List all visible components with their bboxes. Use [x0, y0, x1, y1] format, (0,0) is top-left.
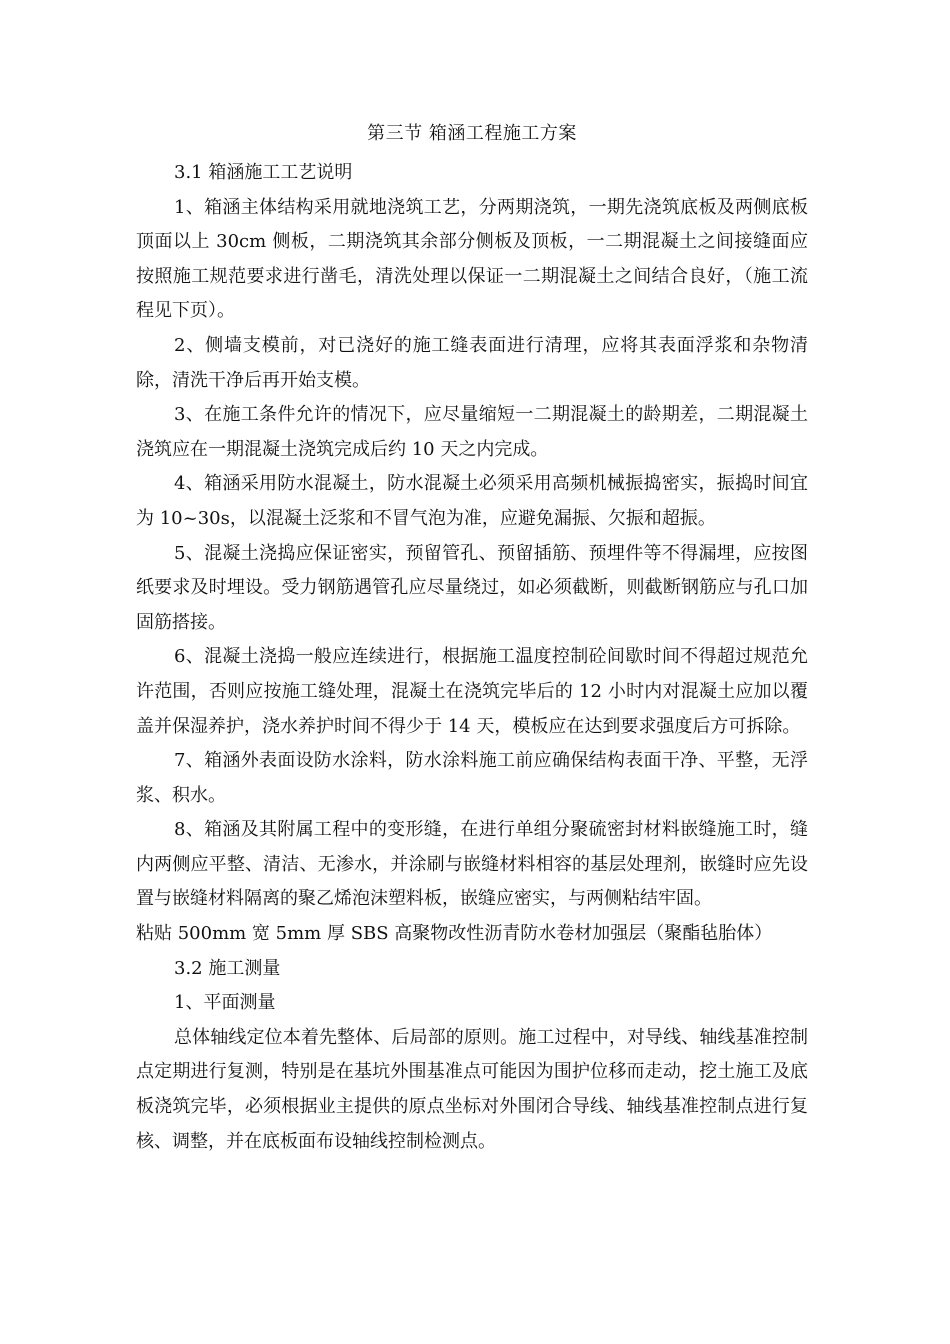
paragraph-item-6: 6、混凝土浇捣一般应连续进行，根据施工温度控制砼间歇时间不得超过规范允许范围，否则应按施工缝处理，混凝土在浇筑完毕后的 12 小时内对混凝土应加以覆盖并保湿养护，浇水养护时间不得少于 14 天，模板应在达到要求强度后方可拆除。: [136, 646, 808, 737]
section-title: 第三节 箱涵工程施工方案: [367, 123, 577, 144]
subsection-heading-3-2: 3.2 施工测量: [174, 957, 281, 979]
subheading-plane-survey: 1、平面测量: [174, 992, 276, 1014]
paragraph-item-8: 8、箱涵及其附属工程中的变形缝，在进行单组分聚硫密封材料嵌缝施工时，缝内两侧应平整、清洁、无渗水，并涂刷与嵌缝材料相容的基层处理剂，嵌缝时应先设置与嵌缝材料隔离的聚乙烯泡沫塑料板，嵌缝应密实，与两侧粘结牢固。: [136, 819, 808, 910]
document-body: [136, 118, 808, 1159]
subsection-heading-3-1: 3.1 箱涵施工工艺说明: [174, 162, 353, 183]
paragraph-item-1: 1、箱涵主体结构采用就地浇筑工艺，分两期浇筑，一期先浇筑底板及两侧底板顶面以上 30cm 侧板，二期浇筑其余部分侧板及顶板，一二期混凝土之间接缝面应按照施工规范要求进行凿毛，清洗处理以保证一二期混凝土之间结合良好，（施工流程见下页）。: [136, 196, 808, 322]
paragraph-item-4: 4、箱涵采用防水混凝土，防水混凝土必须采用高频机械振捣密实，振捣时间宜为 10~30s，以混凝土泛浆和不冒气泡为准，应避免漏振、欠振和超振。: [136, 473, 808, 529]
paragraph-item-5: 5、混凝土浇捣应保证密实，预留管孔、预留插筋、预埋件等不得漏埋，应按图纸要求及时埋设。受力钢筋遇管孔应尽量绕过，如必须截断，则截断钢筋应与孔口加固筋搭接。: [136, 542, 808, 633]
paragraph-item-2: 2、侧墙支模前，对已浇好的施工缝表面进行清理，应将其表面浮浆和杂物清除，清洗干净后再开始支模。: [136, 334, 808, 391]
paragraph-item-3: 3、在施工条件允许的情况下，应尽量缩短一二期混凝土的龄期差，二期混凝土浇筑应在一期混凝土浇筑完成后约 10 天之内完成。: [136, 404, 808, 460]
paragraph-waterproof-layer: 粘贴 500mm 宽 5mm 厚 SBS 高聚物改性沥青防水卷材加强层（聚酯毡胎体）: [136, 923, 773, 945]
paragraph-item-7: 7、箱涵外表面设防水涂料，防水涂料施工前应确保结构表面干净、平整，无浮浆、积水。: [136, 750, 808, 806]
paragraph-plane-survey: 总体轴线定位本着先整体、后局部的原则。施工过程中，对导线、轴线基准控制点定期进行复测，特别是在基坑外围基准点可能因为围护位移而走动，挖土施工及底板浇筑完毕，必须根据业主提供的原点坐标对外围闭合导线、轴线基准控制点进行复核、调整，并在底板面布设轴线控制检测点。: [136, 1026, 808, 1152]
